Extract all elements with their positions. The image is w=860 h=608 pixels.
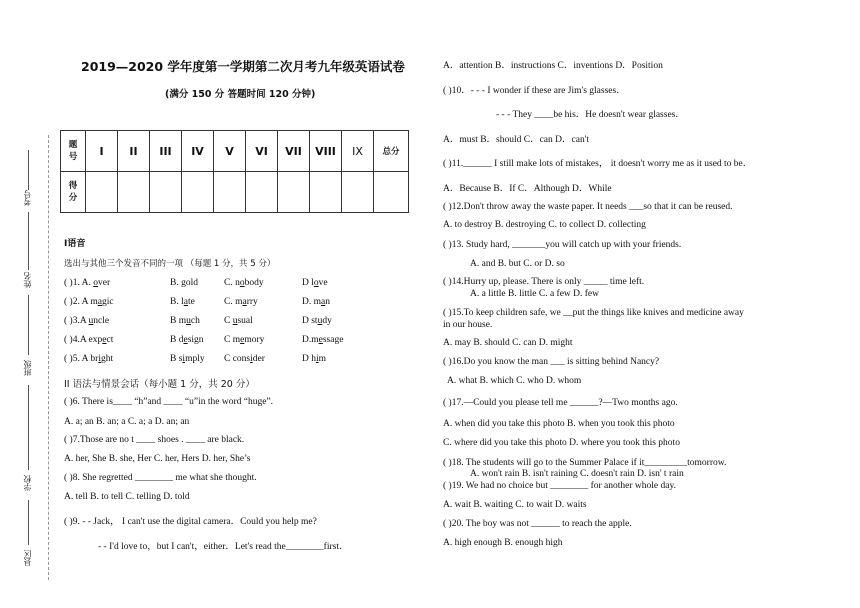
phonics-option-c: C memory xyxy=(224,335,265,345)
score-cell[interactable] xyxy=(86,172,118,213)
phonics-option-b: B. gold xyxy=(170,278,198,288)
question-line: ( )16.Do you know the man ___ is sitting behind Nancy? xyxy=(443,357,660,367)
side-label-banji: 班级 xyxy=(23,360,32,376)
phonics-option-b: B much xyxy=(170,316,200,326)
question-line: A．attention B．instructions C．inventions D．Position xyxy=(443,61,663,71)
score-col-header: V xyxy=(214,131,246,172)
question-line: A. what B. which C. who D. whom xyxy=(447,376,582,386)
score-col-header: VII xyxy=(278,131,310,172)
phonics-option-d: D. man xyxy=(302,297,330,307)
score-row-label: 得 分 xyxy=(61,172,86,213)
phonics-option-c: C. marry xyxy=(224,297,258,307)
question-line: A. high enough B. enough high xyxy=(443,538,563,548)
question-line: ( )7.Those are no t ____ shoes . ____ are black. xyxy=(64,435,245,445)
question-line: ( )19. We had no choice but ________ for another whole day. xyxy=(443,481,676,491)
section1-heading: I语音 xyxy=(64,239,86,249)
score-table-corner: 题 号 xyxy=(61,131,86,172)
question-line: A. may B. should C. can D. might xyxy=(443,338,573,348)
side-label-xingming: 姓名 xyxy=(23,272,32,288)
phonics-option-c: C usual xyxy=(224,316,253,326)
score-cell[interactable] xyxy=(214,172,246,213)
question-line: A. won't rain B. isn't raining C. doesn't rain D. isn' t rain xyxy=(470,469,684,479)
score-table-score-row xyxy=(61,172,409,213)
question-line: ( )11.______ I still make lots of mistakes， it doesn't worry me as it used to be． xyxy=(443,159,753,169)
score-col-header: IX xyxy=(342,131,374,172)
binding-dashed-line xyxy=(48,135,49,580)
side-line xyxy=(28,295,29,355)
side-label-xuexiao: 学校 xyxy=(23,475,32,491)
question-line: A. and B. but C. or D. so xyxy=(470,259,565,269)
phonics-option-b: B simply xyxy=(170,354,205,364)
question-line: A. her, She B. she, Her C. her, Hers D. her, She’s xyxy=(64,454,251,464)
phonics-option-d: D him xyxy=(302,354,327,364)
score-cell[interactable] xyxy=(342,172,374,213)
question-line: ( )17.—Could you please tell me ______?—Two months ago. xyxy=(443,398,678,408)
question-line: A．must B．should C．can D．can't xyxy=(443,135,590,145)
phonics-option-a: ( )1. A. over xyxy=(64,278,111,288)
score-cell[interactable] xyxy=(374,172,409,213)
score-col-header: III xyxy=(150,131,182,172)
question-line: ( )20. The boy was not ______ to reach the apple. xyxy=(443,519,632,529)
score-col-header: IV xyxy=(182,131,214,172)
question-line: in our house. xyxy=(443,320,493,330)
question-line: ( )9. - - Jack， I can't use the digital camera．Could you help me? xyxy=(64,517,317,527)
exam-subtitle: (满分 150 分 答题时间 120 分钟) xyxy=(165,89,316,100)
question-line: C. where did you take this photo D. where you took this photo xyxy=(443,438,680,448)
question-line: ( )14.Hurry up, please. There is only _____ time left. xyxy=(443,277,645,287)
question-line: ( )10．- - - I wonder if these are Jim's glasses． xyxy=(443,86,626,96)
side-label-kaohao: 考号 xyxy=(23,190,32,206)
phonics-option-b: B. late xyxy=(170,297,195,307)
exam-title: 2019—2020 学年度第一学期第二次月考九年级英语试卷 xyxy=(81,59,405,74)
side-line xyxy=(28,385,29,470)
score-table-header-row xyxy=(61,131,409,172)
side-line xyxy=(28,500,29,545)
question-line: A. when did you take this photo B. when you took this photo xyxy=(443,419,675,429)
score-table xyxy=(60,130,409,213)
score-cell[interactable] xyxy=(246,172,278,213)
question-line: ( )12.Don't throw away the waste paper. It needs ___so that it can be reused. xyxy=(443,202,733,212)
question-line: A. wait B. waiting C. to wait D. waits xyxy=(443,500,587,510)
phonics-option-b: B design xyxy=(170,335,204,345)
phonics-option-d: D love xyxy=(302,278,328,288)
section2-heading: II 语法与情景会话（每小题 1 分，共 20 分） xyxy=(64,379,255,390)
score-cell[interactable] xyxy=(278,172,310,213)
score-col-header-total: 总分 xyxy=(374,131,409,172)
phonics-option-d: D study xyxy=(302,316,332,326)
score-col-header: I xyxy=(86,131,118,172)
question-line: ( )8. She regretted ________ me what she thought. xyxy=(64,473,257,483)
question-line: ( )6. There is____ “h”and ____ “u”in the word “huge”. xyxy=(64,397,274,407)
phonics-option-a: ( )4.A expect xyxy=(64,335,114,345)
side-label-xianqu: 县区 xyxy=(23,550,32,566)
question-line: A. tell B. to tell C. telling D. told xyxy=(64,492,190,502)
question-line: - - - They ____be his．He doesn't wear glasses． xyxy=(496,110,685,120)
side-line xyxy=(28,150,29,190)
question-line: A. a; an B. an; a C. a; a D. an; an xyxy=(64,417,190,427)
phonics-option-a: ( )5. A bright xyxy=(64,354,114,364)
phonics-option-c: C consider xyxy=(224,354,265,364)
question-line: A. a little B. little C. a few D. few xyxy=(470,289,600,299)
score-col-header: II xyxy=(118,131,150,172)
side-line xyxy=(28,212,29,270)
phonics-option-c: C. nobody xyxy=(224,278,264,288)
score-col-header: VI xyxy=(246,131,278,172)
score-cell[interactable] xyxy=(310,172,342,213)
section1-instruction: 选出与其他三个发音不同的一项 （每题 1 分，共 5 分） xyxy=(64,259,276,269)
phonics-option-a: ( )3.A uncle xyxy=(64,316,110,326)
score-cell[interactable] xyxy=(182,172,214,213)
question-line: - - I'd love to，but I can't，either．Let's read the________first． xyxy=(98,542,349,552)
score-cell[interactable] xyxy=(118,172,150,213)
phonics-option-a: ( )2. A magic xyxy=(64,297,114,307)
phonics-option-d: D.message xyxy=(302,335,344,345)
score-cell[interactable] xyxy=(150,172,182,213)
question-line: ( )18. The students will go to the Summer Palace if it_________tomorrow. xyxy=(443,458,727,468)
question-line: ( )13. Study hard, _______you will catch up with your friends. xyxy=(443,240,682,250)
question-line: A．Because B．If C．Although D．While xyxy=(443,184,612,194)
question-line: A. to destroy B. destroying C. to collect D. collecting xyxy=(443,220,646,230)
score-col-header: VIII xyxy=(310,131,342,172)
question-line: ( )15.To keep children safe, we __put the things like knives and medicine away xyxy=(443,308,744,318)
